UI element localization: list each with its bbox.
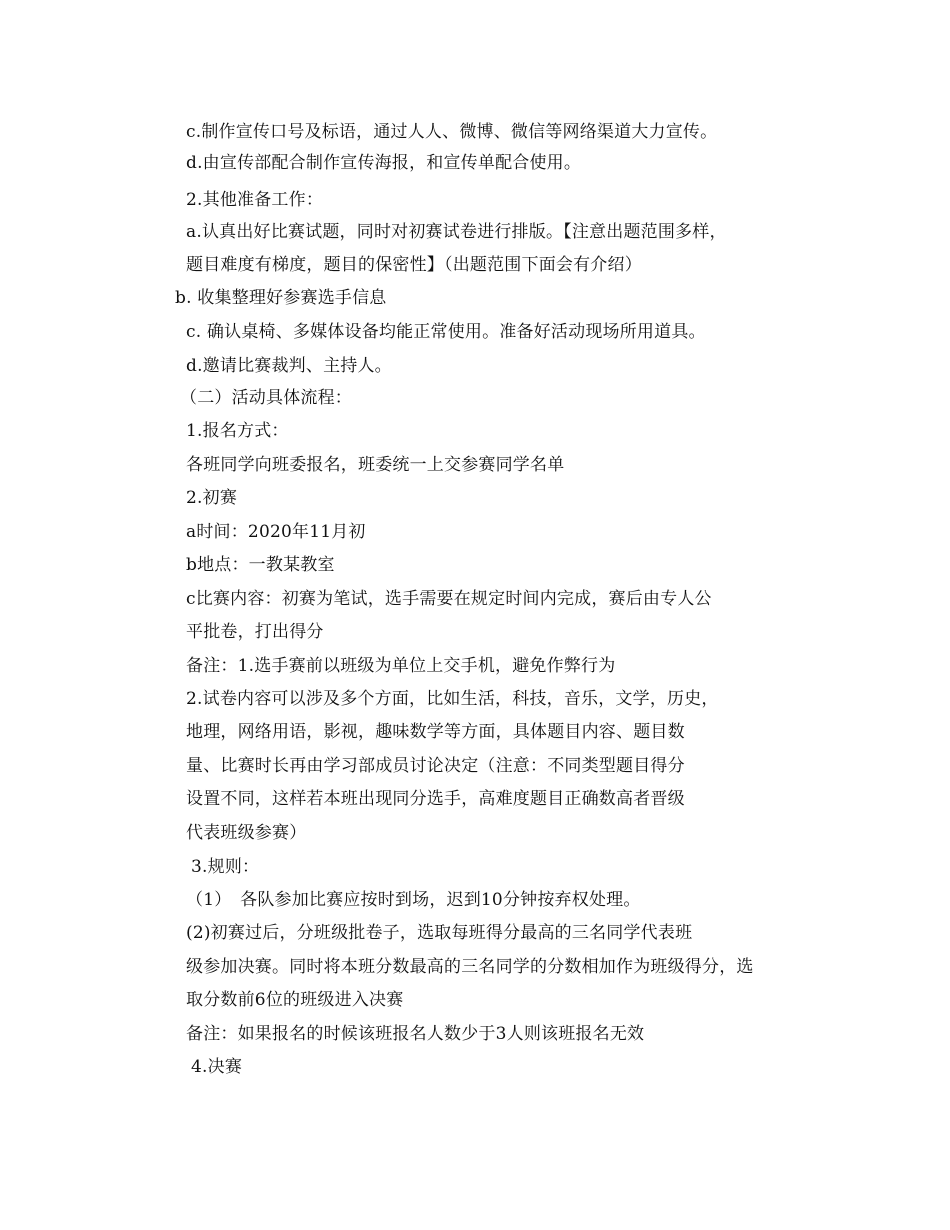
text-line: （二）活动具体流程：	[180, 388, 352, 408]
text-line: 级参加决赛。同时将本班分数最高的三名同学的分数相加作为班级得分，选	[186, 957, 754, 977]
text-line: c比赛内容：初赛为笔试，选手需要在规定时间内完成，赛后由专人公	[186, 589, 712, 609]
text-line: d.由宣传部配合制作宣传海报，和宣传单配合使用。	[186, 153, 582, 173]
text-line: b地点：一教某教室	[186, 555, 335, 575]
text-line: 备注：1.选手赛前以班级为单位上交手机，避免作弊行为	[186, 656, 616, 676]
text-line: 1.报名方式：	[186, 421, 289, 441]
text-line: a.认真出好比赛试题，同时对初赛试卷进行排版。【注意出题范围多样，	[186, 222, 727, 242]
text-line: 2.试卷内容可以涉及多个方面，比如生活，科技，音乐，文学，历史，	[186, 689, 719, 709]
text-line: 备注：如果报名的时候该班报名人数少于3人则该班报名无效	[186, 1024, 645, 1044]
text-line: c. 确认桌椅、多媒体设备均能正常使用。准备好活动现场所用道具。	[186, 322, 706, 342]
text-line: c.制作宣传口号及标语，通过人人、微博、微信等网络渠道大力宣传。	[186, 122, 718, 142]
text-line: 设置不同，这样若本班出现同分选手，高难度题目正确数高者晋级	[186, 789, 685, 809]
text-line: 3.规则：	[191, 857, 260, 877]
text-line: (2)初赛过后，分班级批卷子，选取每班得分最高的三名同学代表班	[186, 923, 693, 943]
text-line: 题目难度有梯度，题目的保密性】（出题范围下面会有介绍）	[186, 255, 642, 275]
text-line: 取分数前6位的班级进入决赛	[186, 990, 404, 1010]
text-line: （1） 各队参加比赛应按时到场，迟到10分钟按弃权处理。	[186, 890, 641, 910]
text-line: a时间：2020年11月初	[186, 522, 366, 542]
text-line: 4.决赛	[191, 1057, 243, 1077]
text-line: 2.初赛	[186, 488, 238, 508]
text-line: 平批卷，打出得分	[186, 622, 324, 642]
text-line: 地理，网络用语，影视，趣味数学等方面，具体题目内容、题目数	[186, 722, 685, 742]
text-line: 各班同学向班委报名，班委统一上交参赛同学名单	[186, 455, 565, 475]
text-line: 量、比赛时长再由学习部成员讨论决定（注意：不同类型题目得分	[186, 756, 685, 776]
text-line: 2.其他准备工作：	[186, 190, 324, 210]
text-line: 代表班级参赛）	[186, 823, 307, 843]
text-line: b. 收集整理好参赛选手信息	[175, 288, 387, 308]
text-line: d.邀请比赛裁判、主持人。	[186, 356, 392, 376]
